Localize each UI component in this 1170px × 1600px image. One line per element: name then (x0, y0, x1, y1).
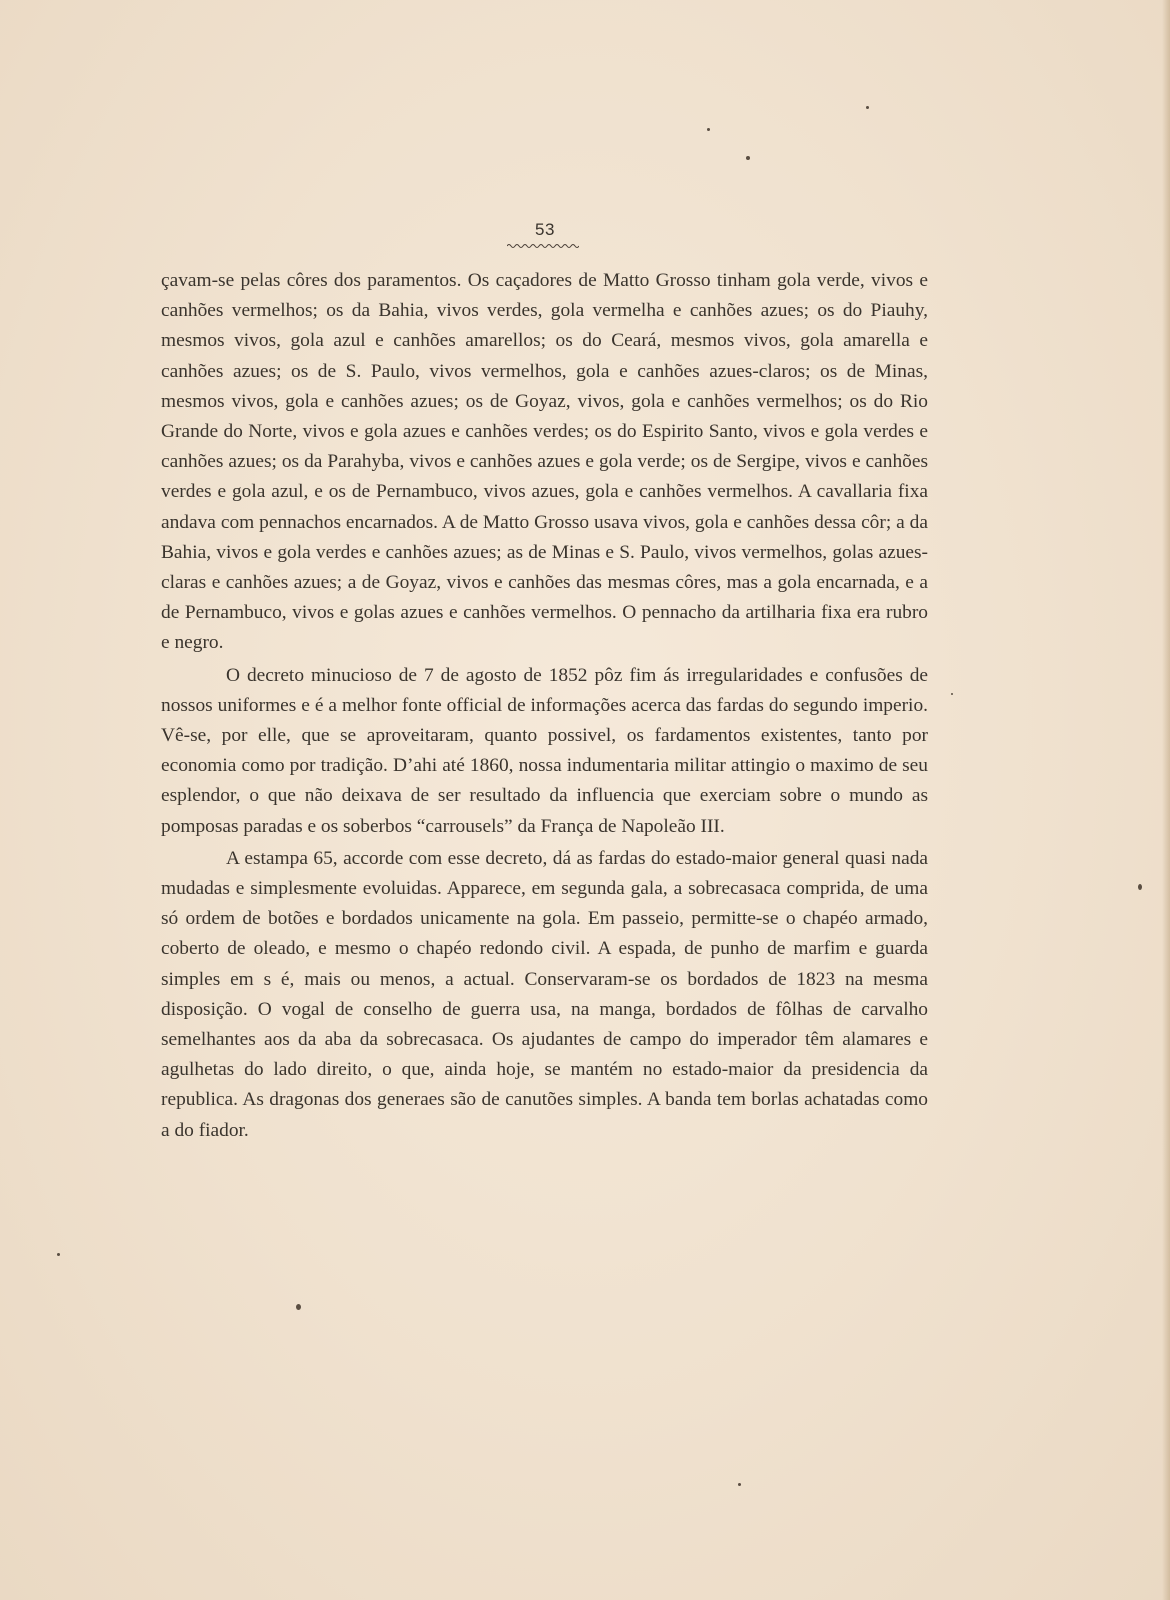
body-text (161, 266, 928, 1146)
paragraph: O decreto minucioso de 7 de agosto de 1852 pôz fim ás irregularidades e confusões de nossos uniformes e é a melhor fonte official de informações acerca das fardas do segundo imperio. Vê-se, por elle, que se aproveitaram, quanto possivel, os fardamentos existentes, tanto por economia como por tradição. D’ahi até 1860, nossa indumentaria militar attingio o maximo de seu esplendor, o que não deixava de ser resultado da influencia que exerciam sobre o mundo as pomposas paradas e os soberbos “carrousels” da França de Napoleão III. (161, 664, 928, 837)
page-number-ornament (507, 243, 579, 249)
ink-speck (57, 1253, 60, 1256)
ink-speck (296, 1304, 301, 1310)
ink-speck (746, 156, 750, 160)
page-edge (1162, 0, 1170, 1600)
paragraph: A estampa 65, accorde com esse decreto, dá as fardas do estado-maior general quasi nada mudadas e simplesmente evoluidas. Apparece, em segunda gala, a sobrecasaca comprida, de uma só ordem de botões e bordados unicamente na gola. Em passeio, permitte-se o chapéo armado, coberto de oleado, e mesmo o chapéo redondo civil. A espada, de punho de marfim e guarda simples em s é, mais ou menos, a actual. Conservaram-se os bordados de 1823 na mesma disposição. O vogal de conselho de guerra usa, na manga, bordados de fôlhas de carvalho semelhantes aos da aba da sobrecasaca. Os ajudantes de campo do imperador têm alamares e agulhetas do lado direito, o que, ainda hoje, se mantém no estado-maior da presidencia da republica. As dragonas dos generaes são de canutões simples. A banda tem borlas achatadas como a do fiador. (161, 847, 928, 1141)
ink-speck (866, 106, 869, 109)
ink-speck (951, 693, 953, 695)
ink-speck (1138, 884, 1142, 890)
ink-speck (738, 1483, 741, 1486)
page-number: 53 (535, 220, 555, 239)
paragraph: çavam-se pelas côres dos paramentos. Os caçadores de Matto Grosso tinham gola verde, vivos e canhões vermelhos; os da Bahia, vivos verdes, gola vermelha e canhões azues; os do Piauhy, mesmos vivos, gola azul e canhões amarellos; os do Ceará, mesmos vivos, gola amarella e canhões azues; os de S. Paulo, vivos vermelhos, gola e canhões azues-claros; os de Minas, mesmos vivos, gola e canhões azues; os de Goyaz, vivos, gola e canhões vermelhos; os do Rio Grande do Norte, vivos e gola azues e canhões verdes; os do Espirito Santo, vivos e gola verdes e canhões azues; os da Parahyba, vivos e canhões azues e gola verde; os de Sergipe, vivos e canhões verdes e gola azul, e os de Pernambuco, vivos azues, gola e canhões vermelhos. A cavallaria fixa andava com pennachos encarnados. A de Matto Grosso usava vivos, gola e canhões dessa côr; a da Bahia, vivos e gola verdes e canhões azues; as de Minas e S. Paulo, vivos vermelhos, golas azues-claras e canhões azues; a de Goyaz, vivos e canhões das mesmas côres, mas a gola encarnada, e a de Pernambuco, vivos e golas azues e canhões vermelhos. O pennacho da artilharia fixa era rubro e negro. (161, 270, 928, 654)
ink-speck (707, 128, 710, 131)
